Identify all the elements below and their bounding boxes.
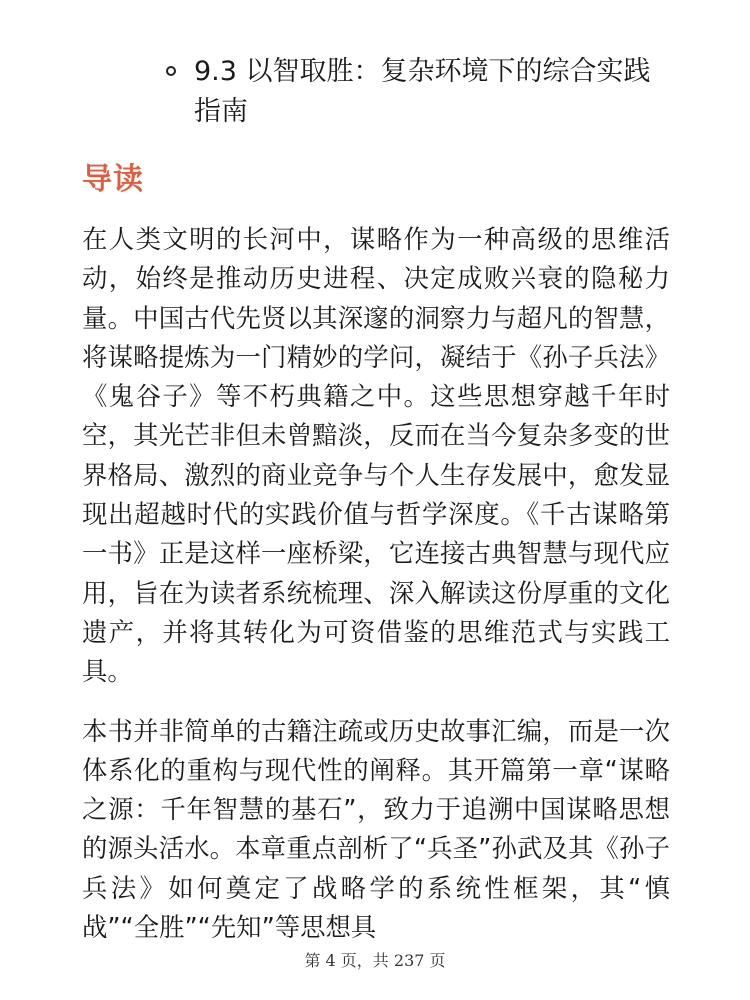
circle-bullet-icon xyxy=(166,66,176,76)
paragraph-1: 在人类文明的长河中，谋略作为一种高级的思维活动，始终是推动历史进程、决定成败兴衰的隐秘力量。中国古代先贤以其深邃的洞察力与超凡的智慧，将谋略提炼为一门精妙的学问，凝结于《孙子兵法》《鬼谷子》等不朽典籍之中。这些思想穿越千年时空，其光芒非但未曾黯淡，反而在当今复杂多变的世界格局、激烈的商业竞争与个人生存发展中，愈发显现出超越时代的实践价值与哲学深度。《千古谋略第一书》正是这样一座桥梁，它连接古典智慧与现代应用，旨在为读者系统梳理、深入解读这份厚重的文化遗产，并将其转化为可资借鉴的思维范式与实践工具。 xyxy=(82,224,670,687)
page-number-footer: 第 4 页，共 237 页 xyxy=(304,951,446,970)
section-body xyxy=(82,220,670,967)
toc-list-item[interactable] xyxy=(166,52,686,132)
section-heading: 导读 xyxy=(82,162,144,197)
paragraph-2: 本书并非简单的古籍注疏或历史故事汇编，而是一次体系化的重构与现代性的阐释。其开篇第一章“谋略之源：千年智慧的基石”，致力于追溯中国谋略思想的源头活水。本章重点剖析了“兵圣”孙武及其《孙子兵法》如何奠定了战略学的系统性框架，其“慎战”“全胜”“先知”等思想具 xyxy=(82,715,670,943)
toc-item-text[interactable]: 9.3 以智取胜：复杂环境下的综合实践指南 xyxy=(194,56,651,127)
